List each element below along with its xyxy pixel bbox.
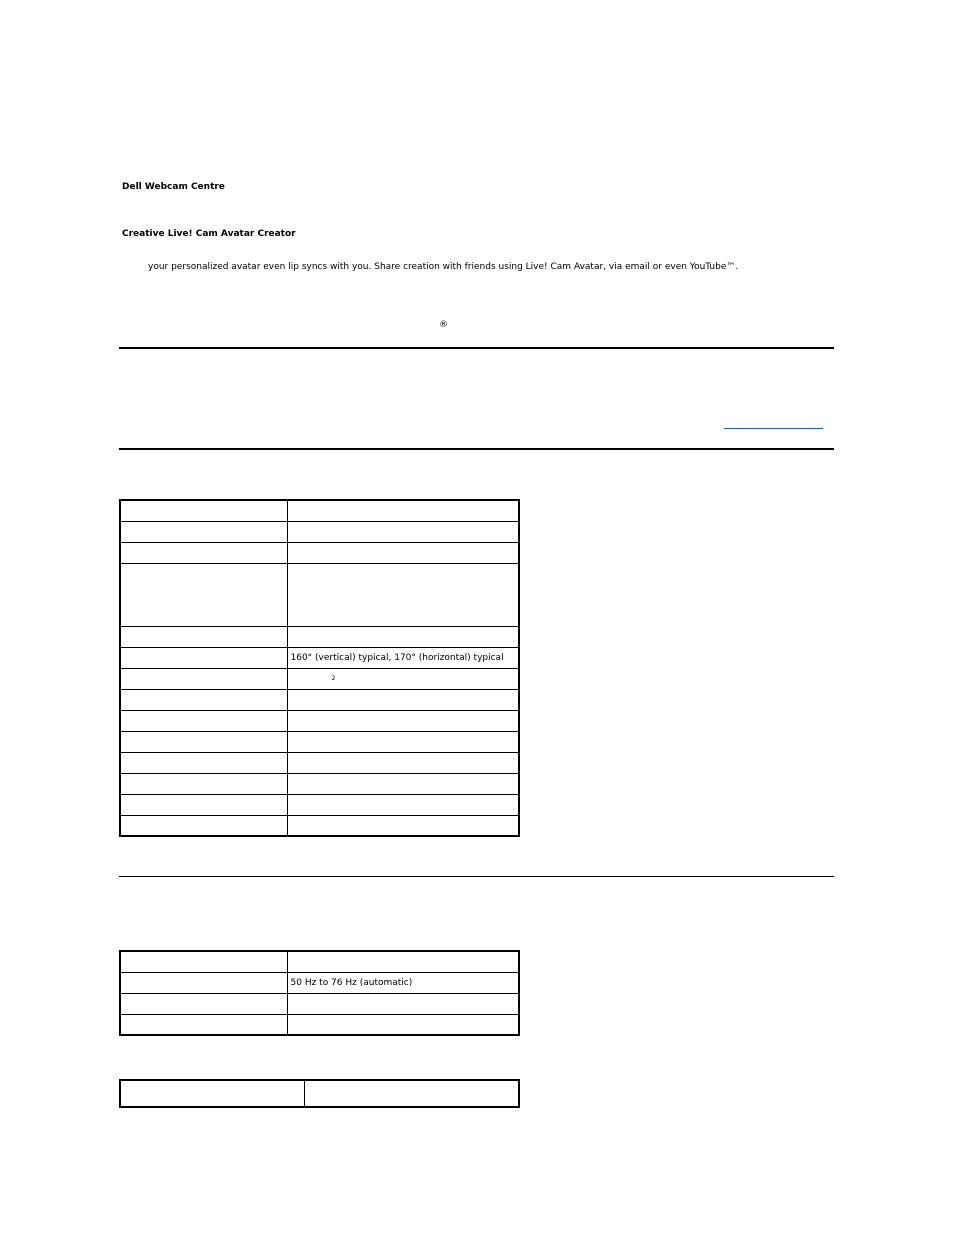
table-row [120, 500, 519, 521]
table-row [120, 626, 519, 647]
table-row [120, 710, 519, 731]
row-label [120, 563, 287, 626]
row-label [120, 752, 287, 773]
heading-dell-webcam-centre: Dell Webcam Centre [122, 182, 225, 192]
row-label [120, 993, 287, 1014]
row-value [287, 951, 519, 972]
table-row [120, 972, 519, 993]
row-label [120, 773, 287, 794]
row-value [287, 521, 519, 542]
table-row [120, 647, 519, 668]
table-row [120, 563, 519, 626]
table-row [120, 752, 519, 773]
row-value [287, 752, 519, 773]
avatar-description: your personalized avatar even lip syncs with you. Share creation with friends using Live! Cam Avatar, via email or even YouTube™. [148, 262, 739, 272]
section-divider [119, 448, 834, 450]
row-value [287, 794, 519, 815]
table-row [120, 1080, 519, 1107]
section-divider [119, 876, 834, 877]
row-value [287, 773, 519, 794]
row-label [120, 668, 287, 689]
row-label [120, 731, 287, 752]
row-value [304, 1080, 519, 1107]
table-row [120, 542, 519, 563]
table-row [120, 951, 519, 972]
row-label [120, 689, 287, 710]
row-value [287, 731, 519, 752]
table-row [120, 993, 519, 1014]
row-label [120, 1014, 287, 1035]
video-modes-table [119, 1079, 520, 1108]
section-divider [119, 347, 834, 349]
table-row [120, 689, 519, 710]
row-label [120, 647, 287, 668]
row-label [120, 626, 287, 647]
table-row [120, 794, 519, 815]
row-value [287, 689, 519, 710]
row-value [287, 710, 519, 731]
row-label [120, 710, 287, 731]
row-value [287, 626, 519, 647]
table-row [120, 815, 519, 836]
row-value [287, 563, 519, 626]
row-label [120, 521, 287, 542]
row-label [120, 794, 287, 815]
table-row [120, 668, 519, 689]
table-row [120, 1014, 519, 1035]
superscript-two: 2 [331, 674, 336, 682]
resolution-spec-table [119, 950, 520, 1036]
row-label [120, 1080, 304, 1107]
row-label [120, 542, 287, 563]
registered-mark: ® [439, 320, 448, 330]
back-to-contents-link[interactable] [724, 428, 823, 429]
row-label [120, 815, 287, 836]
row-label [120, 972, 287, 993]
vertical-scan-range-value: 50 Hz to 76 Hz (automatic) [287, 972, 519, 993]
viewing-angle-value: 160° (vertical) typical, 170° (horizontal) typical [287, 647, 519, 668]
table-row [120, 731, 519, 752]
row-value [287, 500, 519, 521]
heading-avatar-creator: Creative Live! Cam Avatar Creator [122, 229, 296, 239]
row-value [287, 1014, 519, 1035]
table-row [120, 773, 519, 794]
panel-spec-table [119, 499, 520, 837]
row-value [287, 815, 519, 836]
row-value [287, 668, 519, 689]
row-value [287, 542, 519, 563]
row-label [120, 951, 287, 972]
row-label [120, 500, 287, 521]
row-value [287, 993, 519, 1014]
table-row [120, 521, 519, 542]
